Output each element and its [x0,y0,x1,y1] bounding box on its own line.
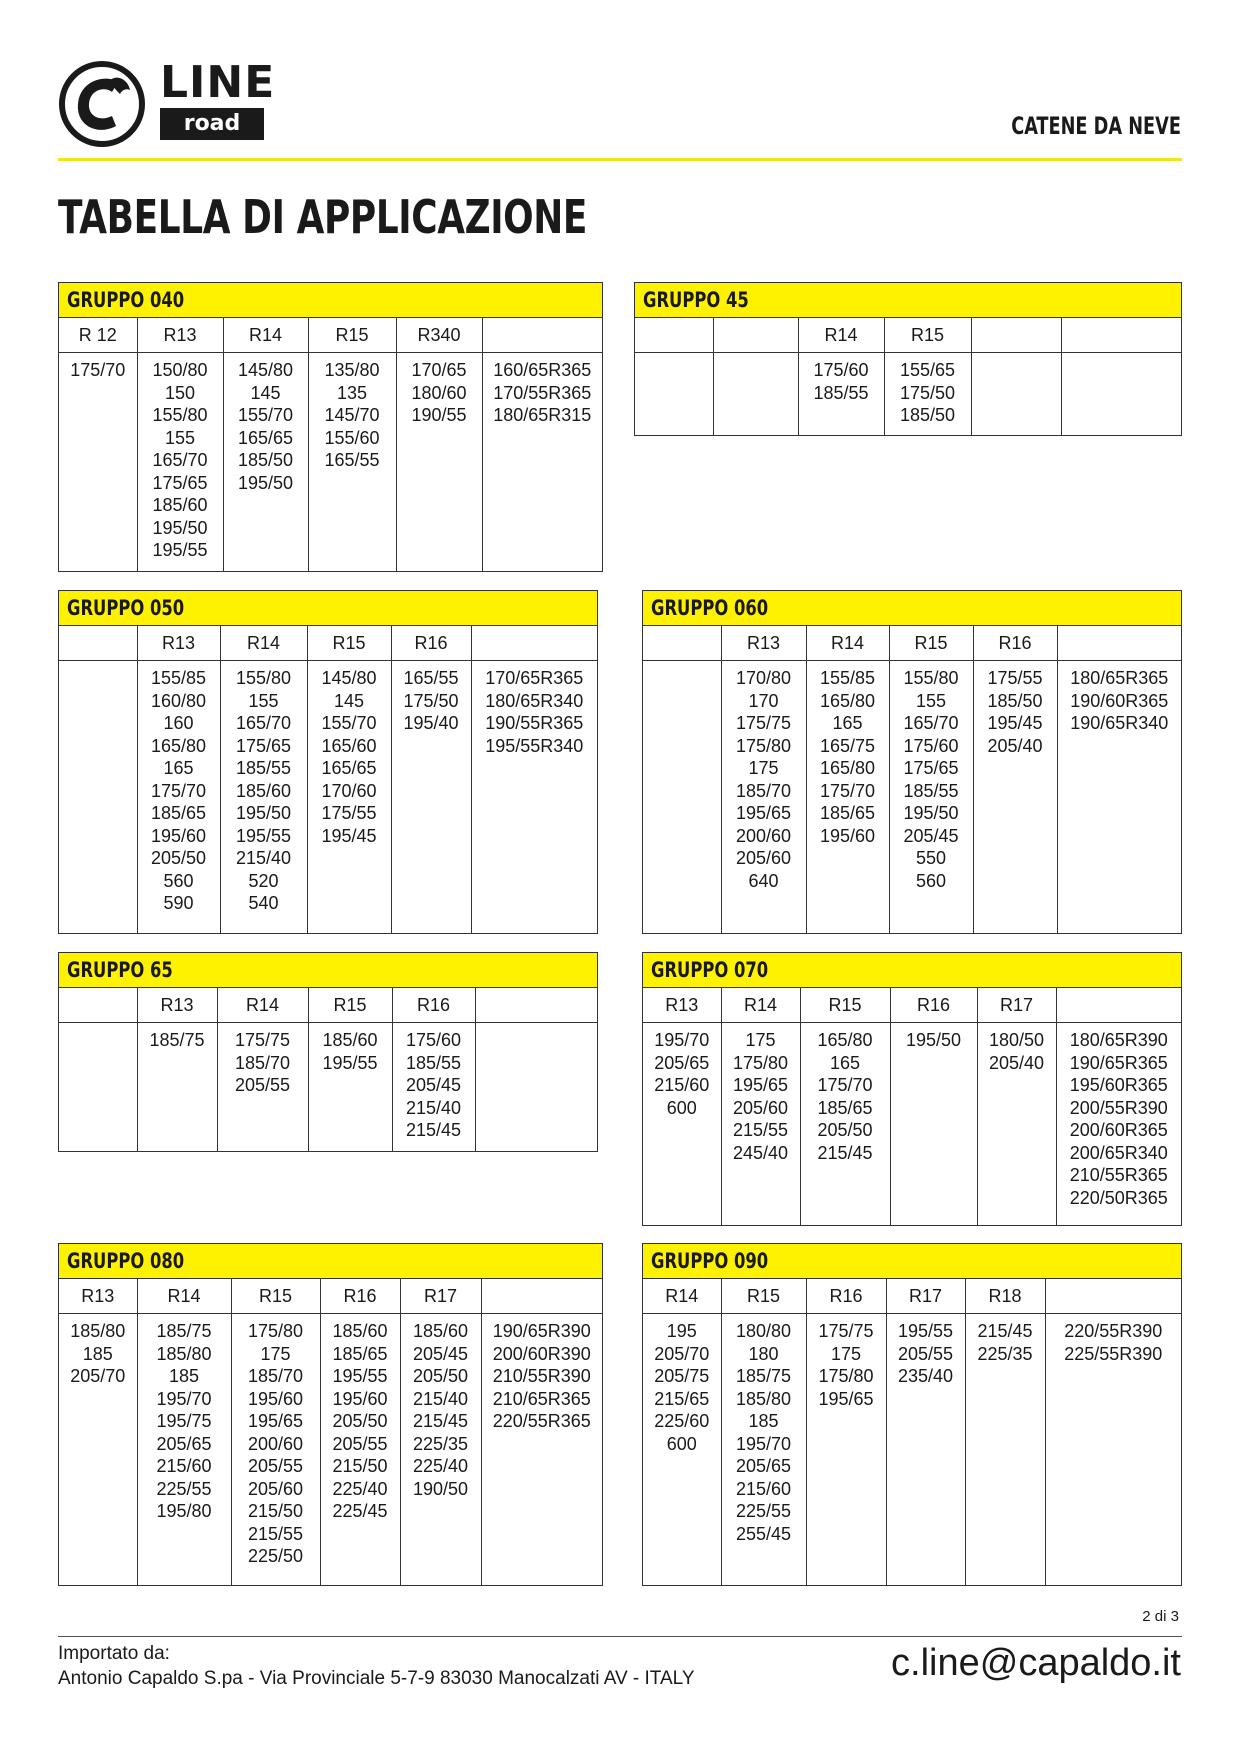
tyre-sizes-cell: 185/80 185 205/70 [59,1314,137,1585]
rim-header [59,988,137,1023]
tyre-sizes-cell: 180/80 180 185/75 185/80 185 195/70 205/65 215/60 225/55 255/45 [721,1314,806,1585]
rim-header: R17 [886,1279,965,1314]
tyre-sizes-cell: 190/65R390 200/60R390 210/55R390 210/65R365 220/55R365 [492,1321,591,1431]
group-title: GRUPPO 45 [635,283,1181,318]
rim-header: R13 [137,318,223,353]
rim-header: R14 [223,318,308,353]
header-category: CATENE DA NEVE [1011,112,1181,140]
tyre-sizes-cell: 180/65R365 190/60R365 190/65R340 [1070,668,1169,733]
rim-header: R14 [798,318,884,353]
rim-header [1061,318,1181,353]
tyre-sizes-cell: 185/60 195/55 [308,1023,392,1151]
rim-header: R16 [890,988,977,1023]
page-number: 2 di 3 [1142,1608,1179,1625]
rim-header: R15 [889,626,973,661]
contact-email[interactable]: c.line@capaldo.it [891,1642,1181,1684]
tyre-sizes-cell: 195/55 205/55 235/40 [886,1314,965,1585]
tyre-sizes-cell: 175/70 [59,353,137,571]
tyre-sizes-cell [1061,353,1181,435]
tyre-sizes-cell: 180/50 205/40 [977,1023,1056,1225]
rim-header: R15 [721,1279,806,1314]
tyre-sizes-cell: 155/85 160/80 160 165/80 165 175/70 185/65 195/60 205/50 560 590 [137,661,220,933]
tyre-sizes-cell [475,1023,597,1151]
tyre-sizes-cell: 145/80 145 155/70 165/65 185/50 195/50 [223,353,308,571]
tyre-sizes-cell: 155/80 155 165/70 175/60 175/65 185/55 195/50 205/45 550 560 [889,661,973,933]
tyre-sizes-cell: 175/55 185/50 195/45 205/40 [973,661,1057,933]
group-table-050 [58,590,598,934]
group-title: GRUPPO 060 [643,591,1181,626]
brand-logo [58,57,276,154]
rim-header: R14 [220,626,307,661]
rooster-logo-icon [58,60,146,148]
header-divider [58,158,1182,161]
rim-header: R16 [806,1279,886,1314]
rim-header: R17 [977,988,1056,1023]
tyre-sizes-cell: 165/80 165 175/70 185/65 205/50 215/45 [800,1023,890,1225]
rim-header [713,318,798,353]
tyre-sizes-cell [59,1023,137,1151]
tyre-sizes-cell [643,661,721,933]
rim-header [1045,1279,1181,1314]
rim-header [635,318,713,353]
tyre-sizes-cell: 175/75 175 175/80 195/65 [806,1314,886,1585]
rim-header [482,318,602,353]
logo-wordmark-line: LINE [160,57,276,108]
logo-wordmark-road: road [160,108,264,140]
group-title: GRUPPO 090 [643,1244,1181,1279]
tyre-sizes-cell: 145/80 145 155/70 165/60 165/65 170/60 175/55 195/45 [307,661,391,933]
rim-header: R13 [59,1279,137,1314]
tyre-sizes-cell: 165/55 175/50 195/40 [391,661,471,933]
tyre-sizes-cell: 195 205/70 205/75 215/65 225/60 600 [643,1314,721,1585]
footer-divider [58,1636,1182,1637]
rim-header [475,988,597,1023]
rim-header: R16 [973,626,1057,661]
tyre-sizes-cell: 185/75 185/80 185 195/70 195/75 205/65 215/60 225/55 195/80 [137,1314,231,1585]
tyre-sizes-cell: 220/55R390 225/55R390 [1064,1321,1163,1364]
rim-header: R13 [643,988,721,1023]
rim-header: R18 [965,1279,1045,1314]
rim-header: R13 [137,626,220,661]
rim-header: R16 [391,626,471,661]
tyre-sizes-cell: 175/75 185/70 205/55 [217,1023,308,1151]
rim-header: R14 [806,626,889,661]
rim-header: R14 [643,1279,721,1314]
tyre-sizes-cell: 155/85 165/80 165 165/75 165/80 175/70 185/65 195/60 [806,661,889,933]
tyre-sizes-cell: 195/50 [890,1023,977,1225]
tyre-sizes-cell: 150/80 150 155/80 155 165/70 175/65 185/60 195/50 195/55 [137,353,223,571]
tyre-sizes-cell [59,661,137,933]
tyre-sizes-cell: 175/60 185/55 [798,353,884,435]
rim-header [1057,626,1181,661]
group-title: GRUPPO 080 [59,1244,602,1279]
tyre-sizes-cell: 185/60 185/65 195/55 195/60 205/50 205/55 215/50 225/40 225/45 [320,1314,400,1585]
rim-header: R16 [392,988,475,1023]
group-title: GRUPPO 040 [59,283,602,318]
group-table-060 [642,590,1182,934]
page-title: TABELLA DI APPLICAZIONE [58,190,588,244]
tyre-sizes-cell: 170/65 180/60 190/55 [396,353,482,571]
group-table-080 [58,1243,603,1586]
group-table-45 [634,282,1182,436]
tyre-sizes-cell: 135/80 135 145/70 155/60 165/55 [308,353,396,571]
rim-header: R16 [320,1279,400,1314]
tyre-sizes-cell: 175 175/80 195/65 205/60 215/55 245/40 [721,1023,800,1225]
rim-header: R13 [137,988,217,1023]
tyre-sizes-cell: 215/45 225/35 [965,1314,1045,1585]
rim-header [643,626,721,661]
group-table-65 [58,952,598,1152]
rim-header: R340 [396,318,482,353]
group-title: GRUPPO 050 [59,591,597,626]
tyre-sizes-cell [635,353,713,435]
rim-header: R15 [308,318,396,353]
group-title: GRUPPO 070 [643,953,1181,988]
rim-header: R15 [308,988,392,1023]
rim-header: R14 [217,988,308,1023]
rim-header: R15 [800,988,890,1023]
tyre-sizes-cell [971,353,1061,435]
tyre-sizes-cell [713,353,798,435]
group-title: GRUPPO 65 [59,953,597,988]
tyre-sizes-cell: 195/70 205/65 215/60 600 [643,1023,721,1225]
rim-header: R15 [884,318,971,353]
tyre-sizes-cell: 175/80 175 185/70 195/60 195/65 200/60 205/55 205/60 215/50 215/55 225/50 [231,1314,320,1585]
tyre-sizes-cell: 175/60 185/55 205/45 215/40 215/45 [392,1023,475,1151]
rim-header: R13 [721,626,806,661]
rim-header: R15 [231,1279,320,1314]
group-table-070 [642,952,1182,1226]
rim-header: R14 [137,1279,231,1314]
tyre-sizes-cell: 155/65 175/50 185/50 [884,353,971,435]
rim-header: R 12 [59,318,137,353]
tyre-sizes-cell: 185/60 205/45 205/50 215/40 215/45 225/35 225/40 190/50 [400,1314,481,1585]
rim-header: R15 [307,626,391,661]
rim-header: R14 [721,988,800,1023]
rim-header [481,1279,602,1314]
tyre-sizes-cell: 180/65R390 190/65R365 195/60R365 200/55R390 200/60R365 200/65R340 210/55R365 220/50R365 [1069,1030,1168,1208]
group-table-040 [58,282,603,572]
rim-header [59,626,137,661]
rim-header [471,626,597,661]
group-table-090 [642,1243,1182,1586]
rim-header: R17 [400,1279,481,1314]
importer-address: Antonio Capaldo S.pa - Via Provinciale 5-7-9 83030 Manocalzati AV - ITALY [58,1668,695,1689]
tyre-sizes-cell: 155/80 155 165/70 175/65 185/55 185/60 195/50 195/55 215/40 520 540 [220,661,307,933]
tyre-sizes-cell: 170/65R365 180/65R340 190/55R365 195/55R340 [485,668,584,756]
rim-header [1056,988,1181,1023]
tyre-sizes-cell: 185/75 [137,1023,217,1151]
importer-label: Importato da: [58,1643,170,1664]
rim-header [971,318,1061,353]
tyre-sizes-cell: 160/65R365 170/55R365 180/65R315 [493,360,592,425]
tyre-sizes-cell: 170/80 170 175/75 175/80 175 185/70 195/65 200/60 205/60 640 [721,661,806,933]
